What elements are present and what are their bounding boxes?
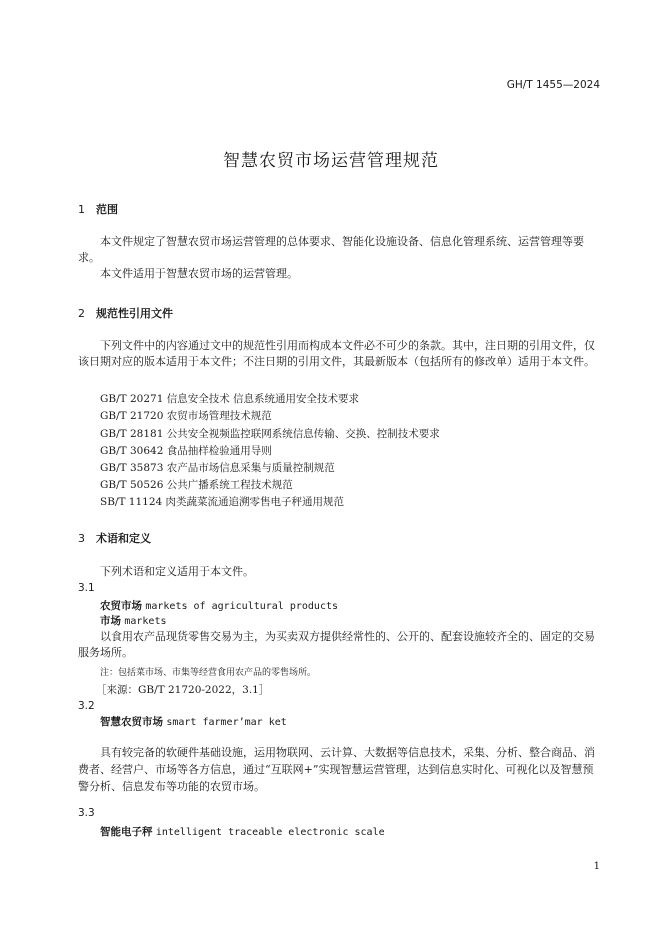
reference-item: GB/T 30642 食品抽样检验通用导则 [100, 445, 272, 457]
reference-item: GB/T 28181 公共安全视频监控联网系统信息传输、交换、控制技术要求 [100, 428, 440, 440]
section-1-heading [78, 201, 118, 217]
term-3-1-alt-en: markets [124, 616, 167, 627]
reference-item: SB/T 11124 肉类蔬菜流通追溯零售电子秤通用规范 [100, 496, 345, 508]
section-1-para-2: 本文件适用于智慧农贸市场的运营管理。 [100, 267, 298, 280]
reference-item: GB/T 20271 信息安全技术 信息系统通用安全技术要求 [100, 393, 360, 405]
term-3-2-definition: 具有较完备的软硬件基础设施，运用物联网、云计算、大数据等信息技术，采集、分析、整合商品、消费者、经营户、市场等各方信息，通过“互联网+”实现智慧运营管理，达到信息实时化、可视化以及智慧预警分析、信息发布等功能的农贸市场。 [78, 746, 595, 793]
section-1-title: 范围 [96, 203, 118, 216]
term-3-2-number: 3.2 [78, 700, 95, 712]
section-3-number: 3 [78, 532, 85, 545]
term-3-1-note: 注：包括菜市场、市集等经营食用农产品的零售场所。 [100, 668, 317, 678]
term-3-1-zh: 农贸市场 [100, 600, 142, 612]
reference-item: GB/T 50526 公共广播系统工程技术规范 [100, 479, 293, 491]
term-3-1-definition: 以食用农产品现货零售交易为主，为买卖双方提供经常性的、公开的、配套设施较齐全的、固定的交易服务场所。 [78, 630, 595, 659]
term-3-1-source: ［来源：GB/T 21720-2022，3.1］ [96, 684, 270, 696]
page-number: 1 [593, 861, 600, 872]
term-3-1-alt-heading [100, 613, 167, 628]
reference-item: GB/T 35873 农产品市场信息采集与质量控制规范 [100, 462, 335, 474]
section-2-heading [78, 305, 173, 321]
term-3-1-en: markets of agricultural products [145, 601, 338, 612]
document-number: GH/T 1455—2024 [506, 79, 600, 91]
section-1-para-1: 本文件规定了智慧农贸市场运营管理的总体要求、智能化设施设备、信息化管理系统、运营管理等要求。 [78, 235, 584, 264]
section-3-heading [78, 530, 151, 546]
reference-item: GB/T 21720 农贸市场管理技术规范 [100, 410, 272, 422]
term-3-3-number: 3.3 [78, 807, 95, 819]
term-3-2-en: smart farmer’mar ket [166, 717, 287, 728]
section-2-title: 规范性引用文件 [96, 307, 173, 320]
term-3-3-zh: 智能电子秤 [100, 826, 153, 838]
term-3-1-alt-zh: 市场 [100, 615, 121, 627]
term-3-2-heading [100, 714, 287, 729]
section-3-title: 术语和定义 [96, 532, 151, 545]
term-3-3-heading [100, 824, 385, 839]
term-3-1-heading [100, 598, 338, 613]
term-3-1-number: 3.1 [78, 582, 95, 594]
document-title: 智慧农贸市场运营管理规范 [223, 151, 439, 171]
section-3-intro: 下列术语和定义适用于本文件。 [100, 565, 254, 578]
section-1-number: 1 [78, 203, 85, 216]
term-3-2-zh: 智慧农贸市场 [100, 716, 163, 728]
term-3-3-en: intelligent traceable electronic scale [155, 827, 385, 838]
section-2-intro: 下列文件中的内容通过文中的规范性引用而构成本文件必不可少的条款。其中，注日期的引用文件，仅该日期对应的版本适用于本文件；不注日期的引用文件，其最新版本（包括所有的修改单）适用于本文件。 [78, 339, 595, 368]
section-2-number: 2 [78, 307, 85, 320]
